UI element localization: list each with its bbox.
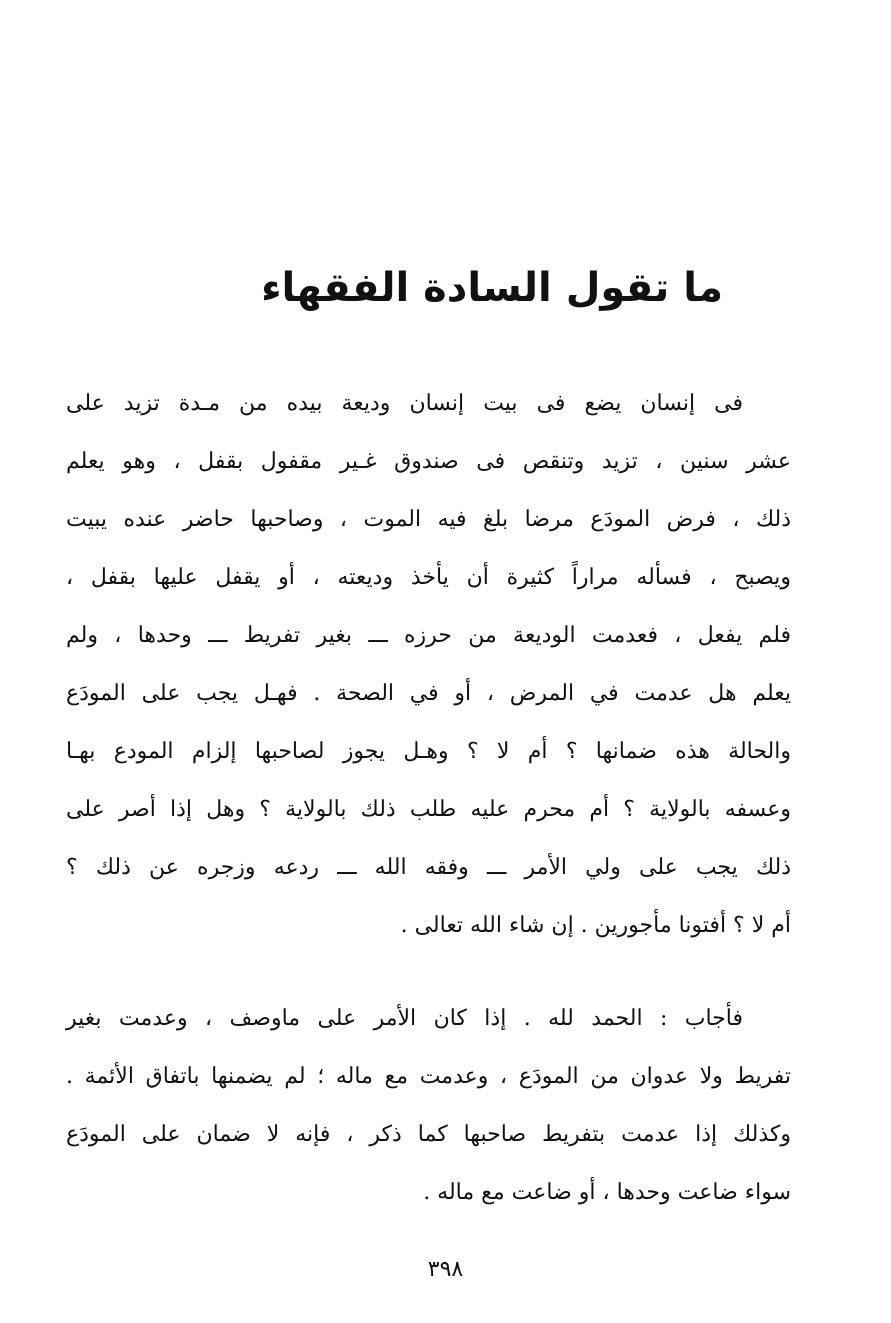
question-line: والحالة هذه ضمانها ؟ أم لا ؟ وهـل يجوز لصاحبها إلزام المودع بهـا bbox=[66, 739, 791, 764]
question-line: وعسفه بالولاية ؟ أم محرم عليه طلب ذلك بالولاية ؟ وهل إذا أصر على bbox=[66, 797, 791, 822]
page-title: ما تقول السادة الفقهاء bbox=[261, 265, 723, 311]
answer-paragraph bbox=[66, 990, 791, 1222]
question-line: فى إنسان يضع فى بيت إنسان وديعة بيده من مـدة تزيد على bbox=[66, 391, 743, 416]
question-line: أم لا ؟ أفتونا مأجورين . إن شاء الله تعالى . bbox=[400, 913, 791, 938]
question-line: ذلك ، فرض المودَع مرضا بلغ فيه الموت ، وصاحبها حاضر عنده يبيت bbox=[66, 507, 791, 532]
question-line: ويصبح ، فسأله مراراً كثيرة أن يأخذ وديعته ، أو يقفل عليها بقفل ، bbox=[66, 565, 791, 590]
answer-line: سواء ضاعت وحدها ، أو ضاعت مع ماله . bbox=[423, 1180, 791, 1205]
page-number: ٣٩٨ bbox=[427, 1257, 464, 1282]
question-paragraph bbox=[66, 375, 791, 955]
question-line: فلم يفعل ، فعدمت الوديعة من حرزه ـــ بغير تفريط ـــ وحدها ، ولم bbox=[66, 623, 791, 648]
answer-line: وكذلك إذا عدمت بتفريط صاحبها كما ذكر ، فإنه لا ضمان على المودَع bbox=[66, 1122, 791, 1147]
question-line: يعلم هل عدمت في المرض ، أو في الصحة . فهـل يجب على المودَع bbox=[66, 681, 791, 706]
question-line: عشر سنين ، تزيد وتنقص فى صندوق غـير مقفول بقفل ، وهو يعلم bbox=[66, 449, 791, 474]
question-line: ذلك يجب على ولي الأمر ـــ وفقه الله ـــ ردعه وزجره عن ذلك ؟ bbox=[66, 855, 791, 880]
answer-line: تفريط ولا عدوان من المودَع ، وعدمت مع ماله ؛ لم يضمنها باتفاق الأئمة . bbox=[66, 1064, 791, 1089]
answer-line: فأجاب : الحمد لله . إذا كان الأمر على ماوصف ، وعدمت بغير bbox=[66, 1006, 743, 1031]
